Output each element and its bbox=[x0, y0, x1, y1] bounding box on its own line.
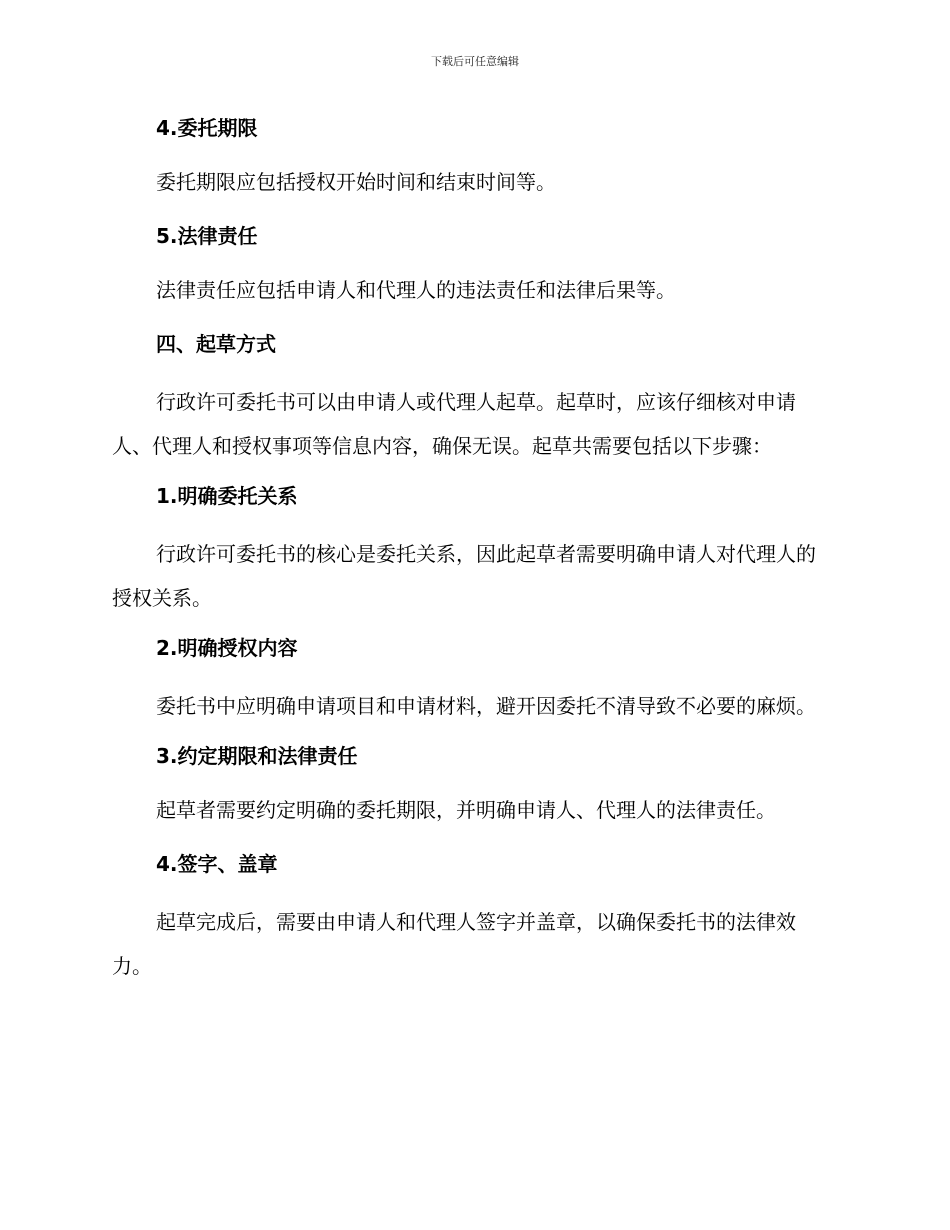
body-paragraph: 委托书中应明确申请项目和申请材料，避开因委托不清导致不必要的麻烦。 bbox=[156, 694, 816, 718]
section-heading: 四、起草方式 bbox=[156, 332, 276, 356]
body-paragraph: 行政许可委托书可以由申请人或代理人起草。起草时，应该仔细核对申请人、代理人和授权事项等信息内容，确保无误。起草共需要包括以下步骤： bbox=[112, 390, 796, 458]
document-body bbox=[112, 110, 834, 998]
body-paragraph: 行政许可委托书的核心是委托关系，因此起草者需要明确申请人对代理人的授权关系。 bbox=[112, 542, 816, 610]
body-paragraph: 委托期限应包括授权开始时间和结束时间等。 bbox=[156, 170, 556, 194]
section-heading: 4.委托期限 bbox=[156, 116, 258, 140]
section-heading: 5.法律责任 bbox=[156, 224, 258, 248]
section-heading: 3.约定期限和法律责任 bbox=[156, 744, 358, 768]
body-paragraph: 起草者需要约定明确的委托期限，并明确申请人、代理人的法律责任。 bbox=[156, 798, 776, 822]
section-heading: 1.明确委托关系 bbox=[156, 484, 298, 508]
page-header-note: 下载后可任意编辑 bbox=[431, 55, 519, 68]
section-heading: 4.签字、盖章 bbox=[156, 852, 278, 876]
body-paragraph: 法律责任应包括申请人和代理人的违法责任和法律后果等。 bbox=[156, 278, 676, 302]
section-heading: 2.明确授权内容 bbox=[156, 636, 298, 660]
body-paragraph: 起草完成后，需要由申请人和代理人签字并盖章，以确保委托书的法律效力。 bbox=[112, 910, 796, 978]
